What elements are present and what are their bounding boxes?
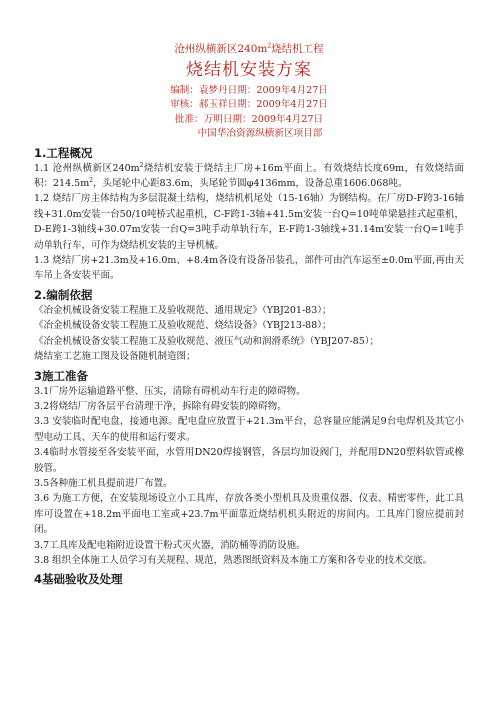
reference-item: 《冶金机械设备安装工程施工及验收规范、通用规定》（YBJ201-83）； — [34, 304, 332, 316]
paragraph: 1.3 烧结厂房+21.3m及+16.0m、+8.4m各设有设备吊装孔，部件可由汽车运至±0.0m平面,再由天车吊上各安装平面。 — [34, 255, 464, 282]
document-header — [34, 42, 464, 142]
section-heading-basis: 2.编制依据 — [34, 287, 93, 302]
reference-item: 烧结室工艺施工图及设备随机制造图； — [34, 351, 196, 363]
reference-item: 《冶金机械设备安装工程施工及验收规范、烧结设备》（YBJ213-88）； — [34, 320, 332, 332]
section-heading-preparation: 3施工准备 — [34, 368, 89, 383]
paragraph: 3.2将烧结厂房各层平台清理干净，拆除有碍安装的障碍物。 — [34, 400, 287, 412]
paragraph: 3.1厂房外运输道路平整、压实，清除有碍机动车行走的障碍物。 — [34, 385, 306, 397]
paragraph: 1.2 烧结厂房主体结构为多层混凝土结构，烧结机机尾处（15-16轴）为钢结构。在厂房D-F跨3-16轴线+31.0m安装一台50/10吨桥式起重机，C-F跨1-3轴+41.5m安装一台Q=10吨单梁悬挂式起重机，D-E跨1-3轴线+30.07m安装一台Q=3吨手动单轨行车，E-F跨1-3轴线+31.14m安装一台Q=1吨手动单轨行车，可作为烧结机安装的主导机械。 — [34, 193, 464, 251]
reference-item: 《冶金机械设备安装工程施工及验收规范、液压气动和润滑系统》（YBJ207-85）； — [34, 335, 379, 347]
document-title: 烧结机安装方案 — [186, 60, 312, 80]
paragraph: 3.8 组织全体施工人员学习有关规程、规范，熟悉图纸资料及本施工方案和各专业的技术交底。 — [34, 554, 433, 566]
paragraph: 3.5各种施工机具提前进厂布置。 — [34, 477, 173, 489]
approver-line: 批准：万明日期：2009年4月27日 — [174, 113, 324, 125]
organization-name: 中国华冶资源纵横新区项目部 — [197, 128, 323, 140]
reviewer-line: 审核：郝玉祥日期：2009年4月27日 — [170, 99, 328, 111]
project-name: 沧州纵横新区$240m^2$烧结机工程 — [174, 42, 324, 55]
paragraph: 3.7工具库及配电箱附近设置干粉式灭火器，消防桶等消防设施。 — [34, 539, 306, 551]
author-line: 编制：袁梦丹日期：2009年4月27日 — [170, 85, 328, 96]
paragraph: 3.3 安装临时配电盘，接通电源。配电盘应放置于+21.3m平台，总容量应能满足9台电焊机及其它小型电动工具、天车的使用和运行要求。 — [34, 416, 464, 443]
paragraph: 3.4临时水管接至各安装平面，水管用DN20焊接钢管，各层均加设阀门，并配用DN20塑料软管或橡胶管。 — [34, 447, 464, 474]
paragraph: 3.6 为施工方便，在安装现场设立小工具库，存放各类小型机具及贵重仪器、仪表、精密零件，此工具库可设置在+18.2m平面电工室或+23.7m平面靠近烧结机机头附近的房间内。工具库门窗应提前封闭。 — [34, 493, 464, 536]
paragraph: 1.1 沧州纵横新区$240m^2$烧结机安装于烧结主厂房+16m平面上。有效烧结长度69m，有效烧结面积：$214.5m^2$，头尾轮中心距83.6m，头尾轮节圆φ4136mm，设备总重1606.068吨。 — [34, 161, 464, 190]
section-heading-foundation: 4基础验收及处理 — [34, 572, 123, 587]
section-heading-overview: 1.工程概况 — [34, 145, 93, 160]
